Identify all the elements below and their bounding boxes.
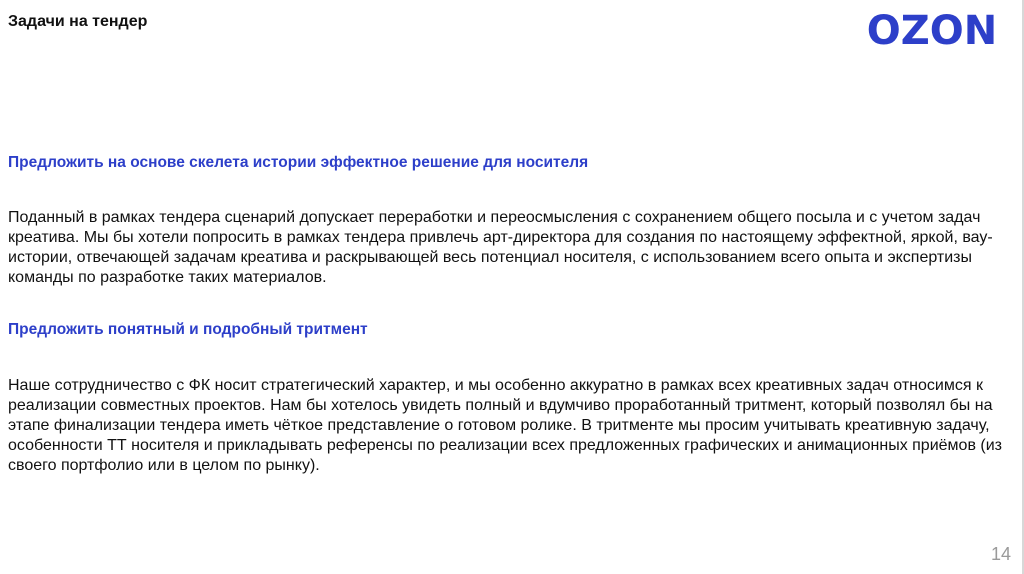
ozon-logo-mark (852, 10, 1012, 52)
section-paragraph-treatment: Наше сотрудничество с ФК носит стратегический характер, и мы особенно аккуратно в рамках всех креативных задач относимся к реализации совместных проектов. Нам бы хотелось увидеть полный и вдумчиво проработанный тритмент, который позволял бы на этапе финализации тендера иметь чёткое представление о готовом ролике. В тритменте мы просим учитывать креативную задачу, особенности ТТ носителя и прикладывать референсы по реализации всех предложенных графических и анимационных приёмов (из своего портфолио или в целом по рынку). (8, 377, 1002, 474)
ozon-logo (852, 10, 1012, 52)
section-heading-effective-solution: Предложить на основе скелета истории эффектное решение для носителя (8, 154, 589, 171)
section-paragraph-effective-solution: Поданный в рамках тендера сценарий допускает переработки и переосмысления с сохранением общего посыла и с учетом задач креатива. Мы бы хотели попросить в рамках тендера привлечь арт-директора для создания по настоящему эффектной, яркой, вау-истории, отвечающей задачам креатива и раскрывающей весь потенциал носителя, с использованием всего опыта и экспертизы команды по разработке таких материалов. (8, 209, 993, 286)
ozon-logo-text: OZON (866, 10, 998, 52)
section-heading-treatment: Предложить понятный и подробный тритмент (8, 321, 368, 338)
slide-title: Задачи на тендер (8, 13, 148, 30)
page-number: 14 (991, 544, 1012, 564)
